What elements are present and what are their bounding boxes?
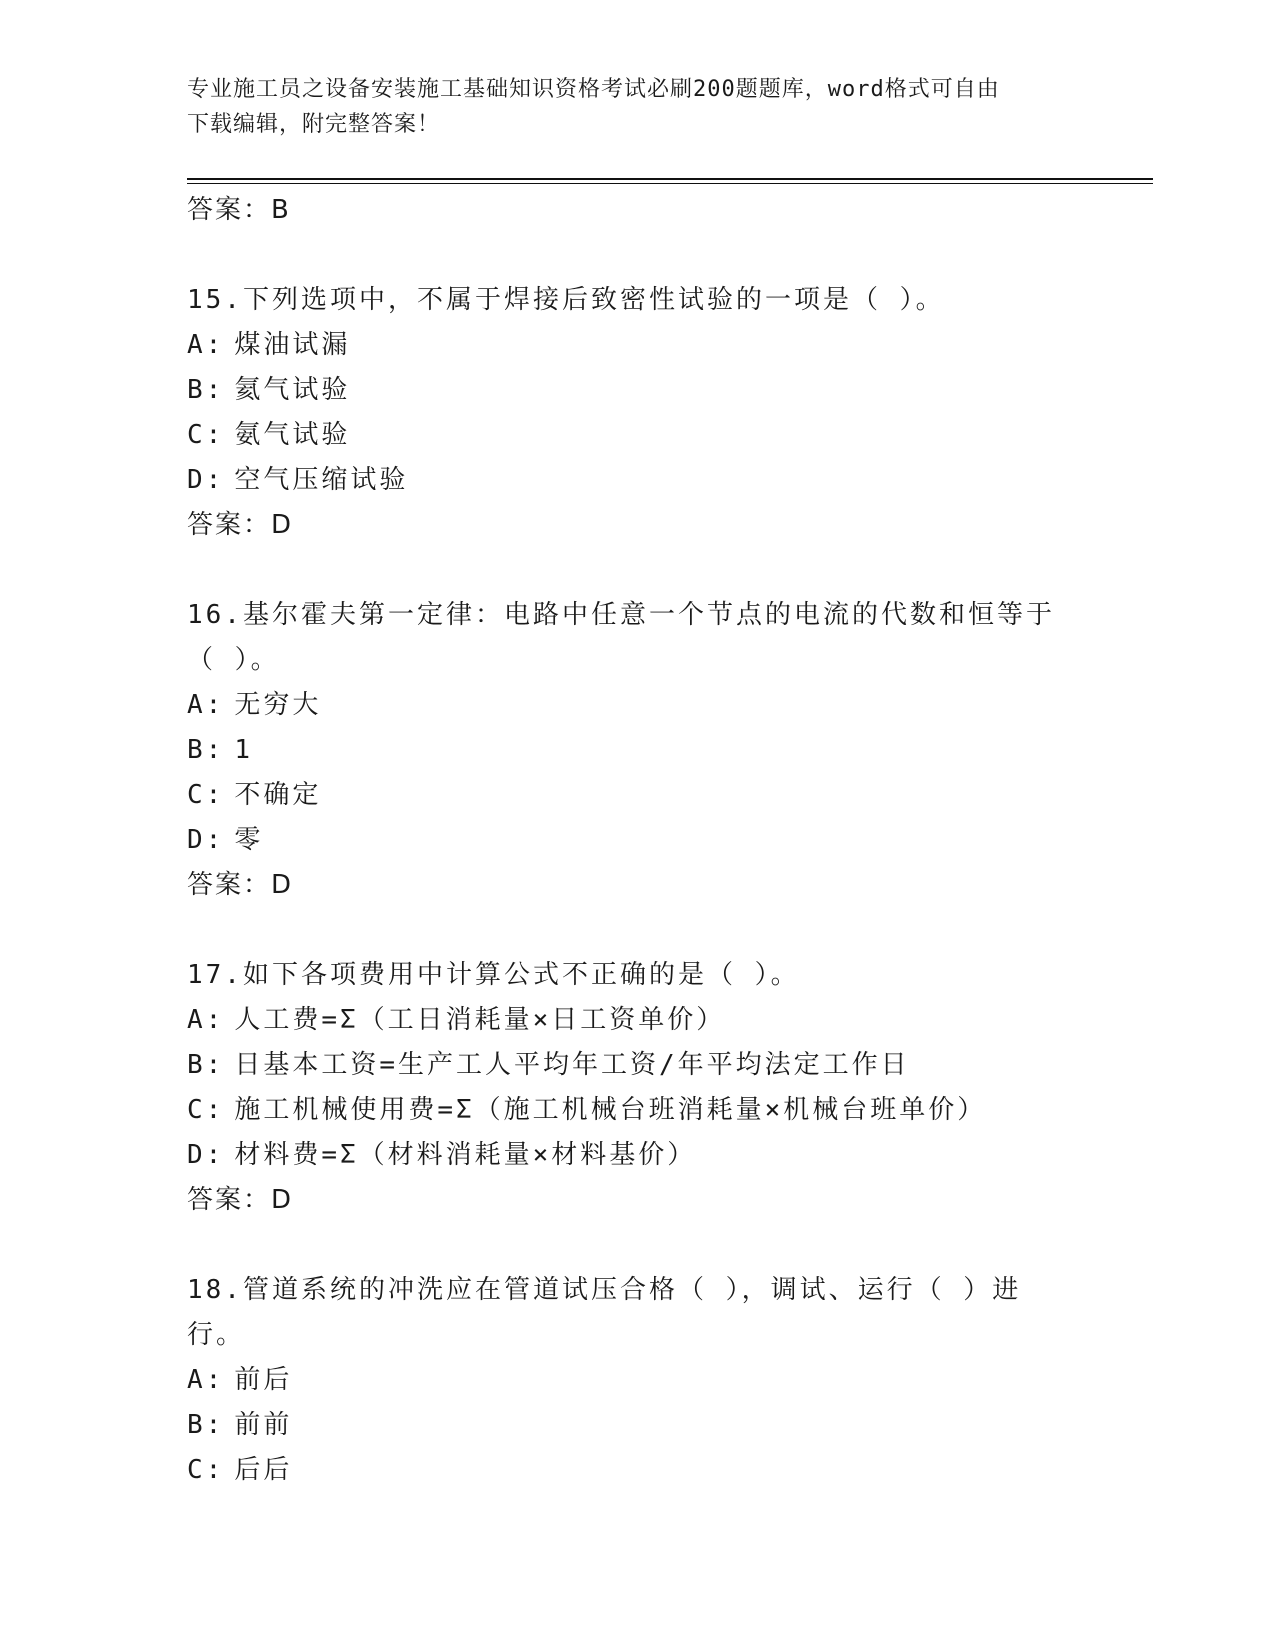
- question-text: 18.管道系统的冲洗应在管道试压合格（ ），调试、运行（ ）进行。: [187, 1275, 1022, 1350]
- option-b: B: 1: [187, 735, 253, 765]
- option-d: D: 空气压缩试验: [187, 465, 409, 495]
- question-list: [187, 188, 1087, 1493]
- header-line-2: 下载编辑，附完整答案！: [187, 112, 441, 137]
- question-text: 15.下列选项中，不属于焊接后致密性试验的一项是（ ）。: [187, 285, 945, 315]
- option-d: D: 零: [187, 825, 264, 855]
- question-17: [187, 953, 1087, 1223]
- question-16: [187, 593, 1087, 908]
- option-a: A: 人工费=Σ（工日消耗量×日工资单价）: [187, 1005, 726, 1035]
- option-b: B: 日基本工资=生产工人平均年工资/年平均法定工作日: [187, 1050, 910, 1080]
- option-c: C: 氨气试验: [187, 420, 351, 450]
- option-c: C: 后后: [187, 1455, 293, 1485]
- answer: 答案：D: [187, 1185, 294, 1215]
- option-a: A: 前后: [187, 1365, 293, 1395]
- option-c: C: 不确定: [187, 780, 322, 810]
- question-15: [187, 278, 1087, 548]
- answer: 答案：D: [187, 870, 294, 900]
- option-c: C: 施工机械使用费=Σ（施工机械台班消耗量×机械台班单价）: [187, 1095, 987, 1125]
- option-b: B: 氦气试验: [187, 375, 351, 405]
- header-divider-thin: [187, 183, 1153, 184]
- option-a: A: 无穷大: [187, 690, 322, 720]
- option-d: D: 材料费=Σ（材料消耗量×材料基价）: [187, 1140, 697, 1170]
- question-text: 16.基尔霍夫第一定律：电路中任意一个节点的电流的代数和恒等于（ ）。: [187, 600, 1055, 675]
- answer: 答案：D: [187, 510, 294, 540]
- header-line-1: 专业施工员之设备安装施工基础知识资格考试必刷200题题库，word格式可自由: [187, 77, 1000, 102]
- document-header: [187, 72, 1067, 142]
- question-text: 17.如下各项费用中计算公式不正确的是（ ）。: [187, 960, 800, 990]
- option-a: A: 煤油试漏: [187, 330, 351, 360]
- question-18: [187, 1268, 1087, 1493]
- option-b: B: 前前: [187, 1410, 293, 1440]
- previous-answer: 答案：B: [187, 195, 291, 225]
- header-divider-thick: [187, 178, 1153, 180]
